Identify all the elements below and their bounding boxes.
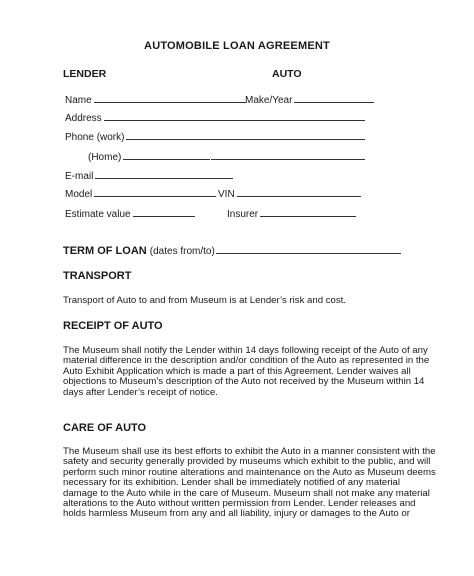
paragraph-line: safety and security generally provided by museums which exhibit to the public, and will [63,456,431,468]
paragraph-line: Auto Exhibit Application which is made a part of this Agreement. Lender waives all [63,365,411,377]
transport-heading: TRANSPORT [63,270,132,282]
paragraph-line: days after Lender’s receipt of notice. [63,386,218,398]
paragraph-line: The Museum shall use its best efforts to exhibit the Auto in a manner consistent with the [63,446,436,457]
name-field [65,93,246,106]
receipt-heading: RECEIPT OF AUTO [63,320,163,332]
auto-line-3-blank[interactable] [211,130,365,140]
paragraph-line: Transport of Auto to and from Museum is at Lender’s risk and cost. [63,295,346,306]
model-blank[interactable] [94,187,216,197]
lender-heading: LENDER [63,68,107,80]
document-title: AUTOMOBILE LOAN AGREEMENT [144,40,330,52]
name-label: Name [65,95,92,106]
term-of-loan-field [63,244,401,257]
auto-line-3 [211,130,365,143]
auto-line-2-blank[interactable] [238,111,365,121]
email-field [65,169,233,182]
auto-line-4-blank[interactable] [211,150,365,160]
address-field [65,111,241,124]
model-field [65,187,216,200]
phone-home-label: (Home) [88,152,122,163]
transport-paragraph [63,296,408,306]
term-of-loan-label: TERM OF LOAN [63,245,147,257]
auto-heading: AUTO [272,68,302,80]
vin-label: VIN [218,189,235,200]
paragraph-line: alterations to the Auto without written permission from Lender. Lender releases and [63,498,416,510]
paragraph-line: perform such minor routine alterations and maintenance on the Auto as Museum deems [63,466,436,478]
name-blank[interactable] [94,93,246,103]
term-of-loan-note: (dates from/to) [149,246,215,257]
address-label: Address [65,113,102,124]
auto-line-2 [238,111,365,124]
make-year-label: Make/Year [245,95,293,106]
phone-home-field [88,150,210,163]
paragraph-line: damage to the Auto while in the care of Museum. Museum shall not make any material [63,487,430,499]
paragraph-line: holds harmless Museum from any and all liability, injury or damages to the Auto or [63,508,410,520]
vin-blank[interactable] [237,187,361,197]
paragraph-line: objections to Museum’s description of the Auto not received by the Museum within 14 [63,376,425,388]
phone-work-label: Phone (work) [65,132,125,143]
paragraph-line: The Museum shall notify the Lender within 14 days following receipt of the Auto of any [63,345,428,356]
estimate-value-field [65,207,195,220]
make-year-field [245,93,374,106]
insurer-label: Insurer [227,209,259,220]
insurer-field [227,207,356,220]
phone-work-field [65,130,212,143]
address-blank[interactable] [104,111,241,121]
phone-home-blank[interactable] [123,150,210,160]
estimate-value-label: Estimate value [65,209,131,220]
phone-work-blank[interactable] [126,130,212,140]
paragraph-line: material difference in the description and/or condition of the Auto as represented in the [63,355,430,367]
auto-line-4 [211,150,365,163]
email-label: E-mail [65,171,94,182]
estimate-value-blank[interactable] [133,207,195,217]
model-label: Model [65,189,93,200]
insurer-blank[interactable] [260,207,356,217]
care-paragraph [63,446,436,520]
term-of-loan-blank[interactable] [216,244,401,254]
care-heading: CARE OF AUTO [63,422,147,434]
email-blank[interactable] [95,169,233,179]
vin-field [218,187,361,200]
receipt-paragraph [63,345,430,398]
make-year-blank[interactable] [294,93,374,103]
paragraph-line: necessary for its exhibition. Lender shall be immediately notified of any material [63,477,401,489]
